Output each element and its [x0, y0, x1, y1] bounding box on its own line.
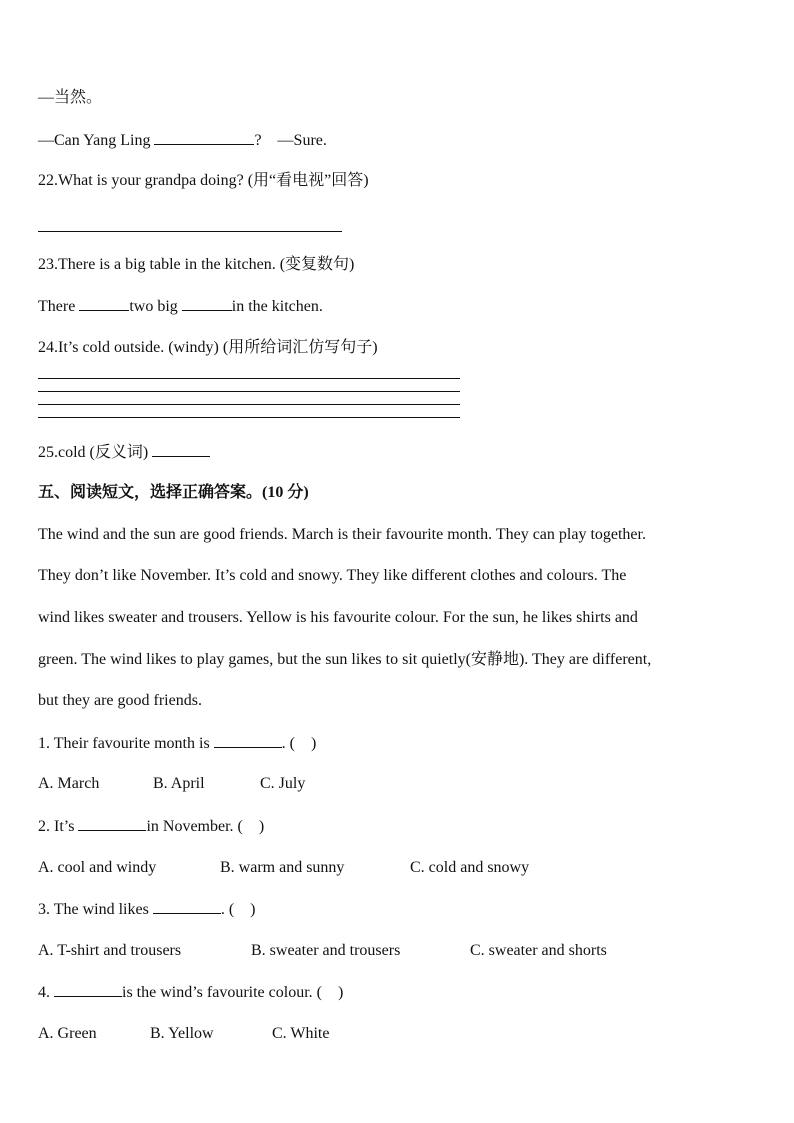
- q23-blank-1[interactable]: [79, 296, 129, 311]
- q23-text-a: There: [38, 298, 80, 315]
- question-3-text-a: 3. The wind likes: [38, 901, 153, 918]
- q24-answer-line-1[interactable]: [38, 378, 460, 379]
- question-4-option-c[interactable]: C. White: [272, 1025, 330, 1042]
- question-2-option-c[interactable]: C. cold and snowy: [410, 859, 530, 876]
- q21-text-a: —Can Yang Ling: [38, 132, 155, 149]
- q23-answer: [38, 296, 323, 317]
- question-2: [38, 816, 264, 837]
- question-1-text-b: . ( ): [281, 735, 317, 752]
- question-2-option-b[interactable]: B. warm and sunny: [220, 859, 345, 876]
- question-3-option-a[interactable]: A. T-shirt and trousers: [38, 942, 182, 959]
- question-3-blank[interactable]: [153, 899, 221, 914]
- question-3-text-b: . ( ): [220, 901, 256, 918]
- question-2-text-a: 2. It’s: [38, 818, 79, 835]
- q24-answer-line-4[interactable]: [38, 417, 460, 418]
- q24-question: 24.It’s cold outside. (windy) (用所给词汇仿写句子): [38, 339, 378, 356]
- question-1: [38, 733, 316, 754]
- question-3-option-c[interactable]: C. sweater and shorts: [470, 942, 607, 959]
- q24-answer-line-3[interactable]: [38, 404, 460, 405]
- question-2-text-b: in November. ( ): [146, 818, 265, 835]
- question-4: [38, 982, 343, 1003]
- question-1-option-a[interactable]: A. March: [38, 775, 100, 792]
- passage-line-5: but they are good friends.: [38, 692, 202, 709]
- passage-line-2: They don’t like November. It’s cold and snowy. They like different clothes and colours. The: [38, 567, 627, 584]
- q23-blank-2[interactable]: [182, 296, 232, 311]
- q25-text: 25.cold (反义词): [38, 444, 153, 461]
- question-3-option-b[interactable]: B. sweater and trousers: [251, 942, 401, 959]
- question-4-option-b[interactable]: B. Yellow: [150, 1025, 214, 1042]
- q24-answer-line-2[interactable]: [38, 391, 460, 392]
- question-4-blank[interactable]: [54, 982, 122, 997]
- question-3: [38, 899, 255, 920]
- q21-text-b: ? —Sure.: [254, 132, 327, 149]
- q25-blank[interactable]: [152, 442, 210, 457]
- question-2-option-a[interactable]: A. cool and windy: [38, 859, 157, 876]
- question-4-text-a: 4.: [38, 984, 54, 1001]
- question-1-option-b[interactable]: B. April: [153, 775, 205, 792]
- question-1-option-c[interactable]: C. July: [260, 775, 306, 792]
- passage-line-3: wind likes sweater and trousers. Yellow is his favourite colour. For the sun, he likes shirts and: [38, 609, 638, 626]
- q21-sentence: [38, 130, 327, 151]
- section5-heading: 五、阅读短文，选择正确答案。(10 分): [38, 484, 309, 501]
- question-4-option-a[interactable]: A. Green: [38, 1025, 97, 1042]
- question-2-blank[interactable]: [78, 816, 146, 831]
- passage-line-1: The wind and the sun are good friends. March is their favourite month. They can play together.: [38, 526, 646, 543]
- question-1-text-a: 1. Their favourite month is: [38, 735, 214, 752]
- q22-answer-line[interactable]: [38, 231, 342, 232]
- q21-answer-hint: —当然。: [38, 89, 103, 106]
- q21-blank[interactable]: [154, 130, 254, 145]
- question-4-text-b: is the wind’s favourite colour. ( ): [122, 984, 344, 1001]
- passage-line-4: green. The wind likes to play games, but the sun likes to sit quietly(安静地). They are different,: [38, 651, 652, 668]
- q23-question: 23.There is a big table in the kitchen. (变复数句): [38, 256, 355, 273]
- q25-question: [38, 442, 210, 463]
- q23-text-b: two big: [129, 298, 182, 315]
- question-1-blank[interactable]: [214, 733, 282, 748]
- q23-text-c: in the kitchen.: [231, 298, 323, 315]
- q22-question: 22.What is your grandpa doing? (用“看电视”回答): [38, 172, 369, 189]
